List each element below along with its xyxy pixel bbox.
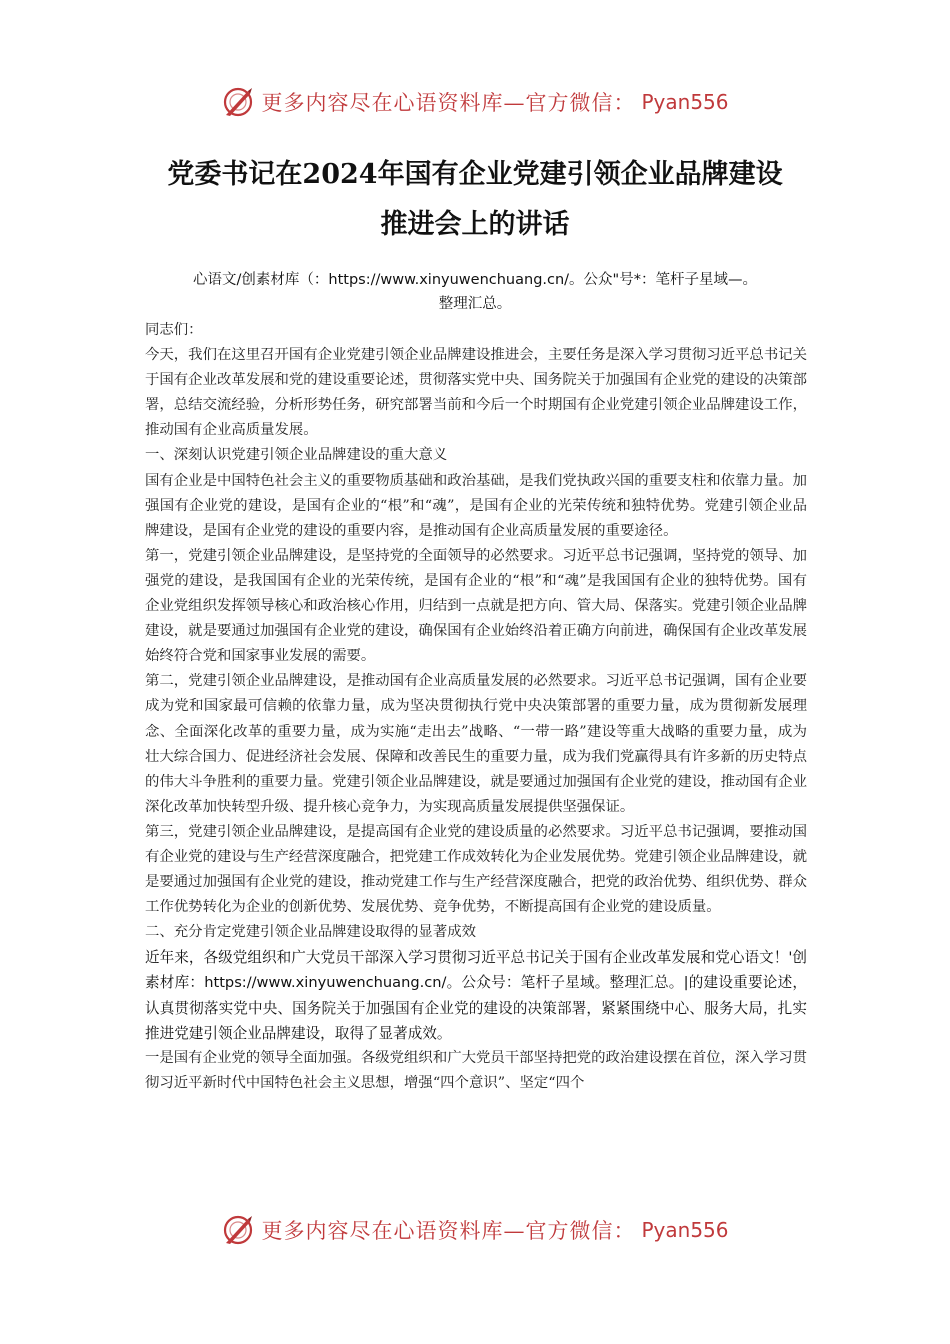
paragraph: 今天，我们在这里召开国有企业党建引领企业品牌建设推进会，主要任务是深入学习贯彻习近平总书记关于国有企业改革发展和党的建设重要论述，贯彻落实党中央、国务院关于加强国有企业党的建设的决策部署，总结交流经验，分析形势任务，研究部署当前和今后一个时期国有企业党建引领企业品牌建设工作，推动国有企业高质量发展。	[145, 347, 807, 439]
section-heading: 二、充分肯定党建引领企业品牌建设取得的显著成效	[145, 924, 476, 941]
document-body	[145, 318, 807, 1096]
header-banner	[0, 82, 950, 122]
banner-text: 更多内容尽在心语资料库—官方微信：	[261, 91, 636, 115]
banner-wechat-id: Pyan556	[641, 90, 729, 114]
footer-banner	[0, 1210, 950, 1250]
source-line-2: 整理汇总。	[438, 296, 512, 312]
banner-text: 更多内容尽在心语资料库—官方微信：	[261, 1219, 636, 1243]
source-note	[60, 268, 890, 316]
salutation: 同志们：	[145, 322, 203, 338]
title-line-2: 推进会上的讲话	[380, 209, 570, 240]
section-heading: 一、深刻认识党建引领企业品牌建设的重大意义	[145, 447, 448, 464]
title-line-1: 党委书记在2024年国有企业党建引领企业品牌建设	[167, 159, 783, 190]
paragraph: 第二，党建引领企业品牌建设，是推动国有企业高质量发展的必然要求。习近平总书记强调，国有企业要成为党和国家最可信赖的依靠力量，成为坚决贯彻执行党中央决策部署的重要力量，成为贯彻新发展理念、全面深化改革的重要力量，成为实施“走出去”战略、“一带一路”建设等重大战略的重要力量，成为壮大综合国力、促进经济社会发展、保障和改善民生的重要力量，成为我们党赢得具有许多新的历史特点的伟大斗争胜利的重要力量。党建引领企业品牌建设，就是要通过加强国有企业党的建设，推动国有企业深化改革加快转型升级、提升核心竞争力，为实现高质量发展提供坚强保证。	[145, 673, 807, 815]
paragraph: 国有企业是中国特色社会主义的重要物质基础和政治基础，是我们党执政兴国的重要支柱和依靠力量。加强国有企业党的建设，是国有企业的“根”和“魂”，是国有企业的光荣传统和独特优势。党建引领企业品牌建设，是国有企业党的建设的重要内容，是推动国有企业高质量发展的重要途径。	[145, 472, 807, 539]
paragraph: 一是国有企业党的领导全面加强。各级党组织和广大党员干部坚持把党的政治建设摆在首位，深入学习贯彻习近平新时代中国特色社会主义思想，增强“四个意识”、坚定“四个	[145, 1049, 807, 1091]
banner-wechat-id: Pyan556	[641, 1218, 729, 1242]
quill-logo-icon	[221, 1213, 255, 1247]
source-line-1: 心语文/创素材库（：https://www.xinyuwenchuang.cn/。公众"号*：笔杆子星域—。	[193, 272, 757, 288]
paragraph: 近年来，各级党组织和广大党员干部深入学习贯彻习近平总书记关于国有企业改革发展和党心语文！'创素材库：https://www.xinyuwenchuang.cn/。公众号：笔杆子星域。整理汇总。|的建设重要论述，认真贯彻落实党中央、国务院关于加强国有企业党的建设的决策部署，紧紧围绕中心、服务大局，扎实推进党建引领企业品牌建设，取得了显著成效。	[145, 949, 807, 1042]
document-title	[60, 150, 890, 250]
quill-logo-icon	[221, 85, 255, 119]
paragraph: 第一，党建引领企业品牌建设，是坚持党的全面领导的必然要求。习近平总书记强调，坚持党的领导、加强党的建设，是我国国有企业的光荣传统，是国有企业的“根”和“魂”是我国国有企业的独特优势。国有企业党组织发挥领导核心和政治核心作用，归结到一点就是把方向、管大局、保落实。党建引领企业品牌建设，就是要通过加强国有企业党的建设，确保国有企业始终沿着正确方向前进，确保国有企业改革发展始终符合党和国家事业发展的需要。	[145, 547, 807, 665]
paragraph: 第三，党建引领企业品牌建设，是提高国有企业党的建设质量的必然要求。习近平总书记强调，要推动国有企业党的建设与生产经营深度融合，把党建工作成效转化为企业发展优势。党建引领企业品牌建设，就是要通过加强国有企业党的建设，推动党建工作与生产经营深度融合，把党的政治优势、组织优势、群众工作优势转化为企业的创新优势、发展优势、竞争优势，不断提高国有企业党的建设质量。	[145, 823, 807, 916]
